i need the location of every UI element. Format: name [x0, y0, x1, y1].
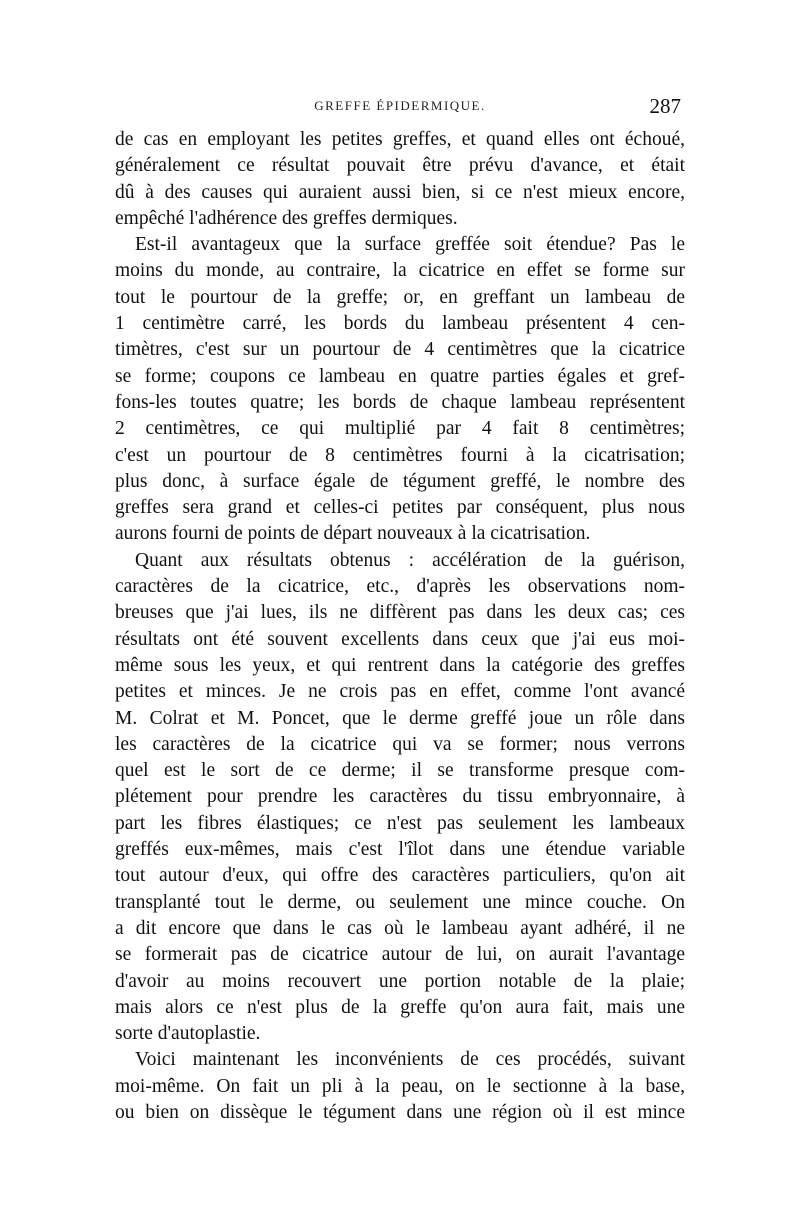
text-line: ou bien on dissèque le tégument dans une région où il est mince [115, 1101, 685, 1123]
text-line: mais alors ce n'est plus de la greffe qu'on aura fait, mais une [115, 996, 685, 1018]
text-line: a dit encore que dans le cas où le lambeau ayant adhéré, il ne [115, 917, 685, 939]
text-line: breuses que j'ai lues, ils ne diffèrent pas dans les deux cas; ces [115, 602, 685, 624]
text-line: résultats ont été souvent excellents dans ceux que j'ai eus moi- [115, 628, 685, 650]
text-line: empêché l'adhérence des greffes dermiques. [115, 207, 458, 229]
text-line: c'est un pourtour de 8 centimètres fourni à la cicatrisation; [115, 444, 685, 466]
text-line: fons-les toutes quatre; les bords de chaque lambeau représentent [115, 391, 685, 413]
running-head [115, 96, 685, 120]
text-line: les caractères de la cicatrice qui va se former; nous verrons [115, 733, 685, 755]
text-line: Voici maintenant les inconvénients de ces procédés, suivant [135, 1049, 685, 1071]
page-number: 287 [649, 94, 681, 118]
text-line: aurons fourni de points de départ nouveaux à la cicatrisation. [115, 523, 591, 545]
text-line: se formerait pas de cicatrice autour de lui, on aurait l'avantage [115, 944, 685, 966]
text-line: timètres, c'est sur un pourtour de 4 centimètres que la cicatrice [115, 339, 685, 361]
text-line: se forme; coupons ce lambeau en quatre parties égales et gref- [115, 365, 685, 387]
text-line: de cas en employant les petites greffes, et quand elles ont échoué, [115, 129, 685, 150]
text-line: plus donc, à surface égale de tégument greffé, le nombre des [115, 470, 685, 492]
text-line: 2 centimètres, ce qui multiplié par 4 fait 8 centimètres; [115, 418, 685, 440]
text-line: tout autour d'eux, qui offre des caractères particuliers, qu'on ait [115, 865, 685, 887]
text-line: moins du monde, au contraire, la cicatrice en effet se forme sur [115, 260, 685, 282]
text-line: 1 centimètre carré, les bords du lambeau présentent 4 cen- [115, 313, 685, 335]
body-text [115, 127, 685, 1126]
text-line: Quant aux résultats obtenus : accélération de la guérison, [135, 549, 685, 571]
text-line: même sous les yeux, et qui rentrent dans la catégorie des greffes [115, 654, 685, 676]
text-line: greffés eux-mêmes, mais c'est l'îlot dans une étendue variable [115, 839, 685, 861]
text-line: Est-il avantageux que la surface greffée soit étendue? Pas le [135, 234, 685, 256]
text-line: transplanté tout le derme, ou seulement une mince couche. On [115, 891, 685, 913]
text-line: généralement ce résultat pouvait être prévu d'avance, et était [115, 155, 685, 177]
text-line: quel est le sort de ce derme; il se transforme presque com- [115, 760, 685, 782]
running-title: GREFFE ÉPIDERMIQUE. [314, 98, 486, 113]
text-line: d'avoir au moins recouvert une portion notable de la plaie; [115, 970, 685, 992]
text-line: part les fibres élastiques; ce n'est pas seulement les lambeaux [115, 812, 685, 834]
text-line: plétement pour prendre les caractères du tissu embryonnaire, à [115, 786, 685, 808]
text-line: petites et minces. Je ne crois pas en effet, comme l'ont avancé [115, 681, 685, 703]
text-line: dû à des causes qui auraient aussi bien, si ce n'est mieux encore, [115, 181, 685, 203]
text-line: greffes sera grand et celles-ci petites par conséquent, plus nous [115, 497, 685, 519]
text-line: sorte d'autoplastie. [115, 1023, 261, 1045]
text-line: moi-même. On fait un pli à la peau, on le sectionne à la base, [115, 1075, 685, 1097]
text-line: tout le pourtour de la greffe; or, en greffant un lambeau de [115, 286, 685, 308]
text-line: caractères de la cicatrice, etc., d'après les observations nom- [115, 576, 685, 598]
text-line: M. Colrat et M. Poncet, que le derme greffé joue un rôle dans [115, 707, 685, 729]
